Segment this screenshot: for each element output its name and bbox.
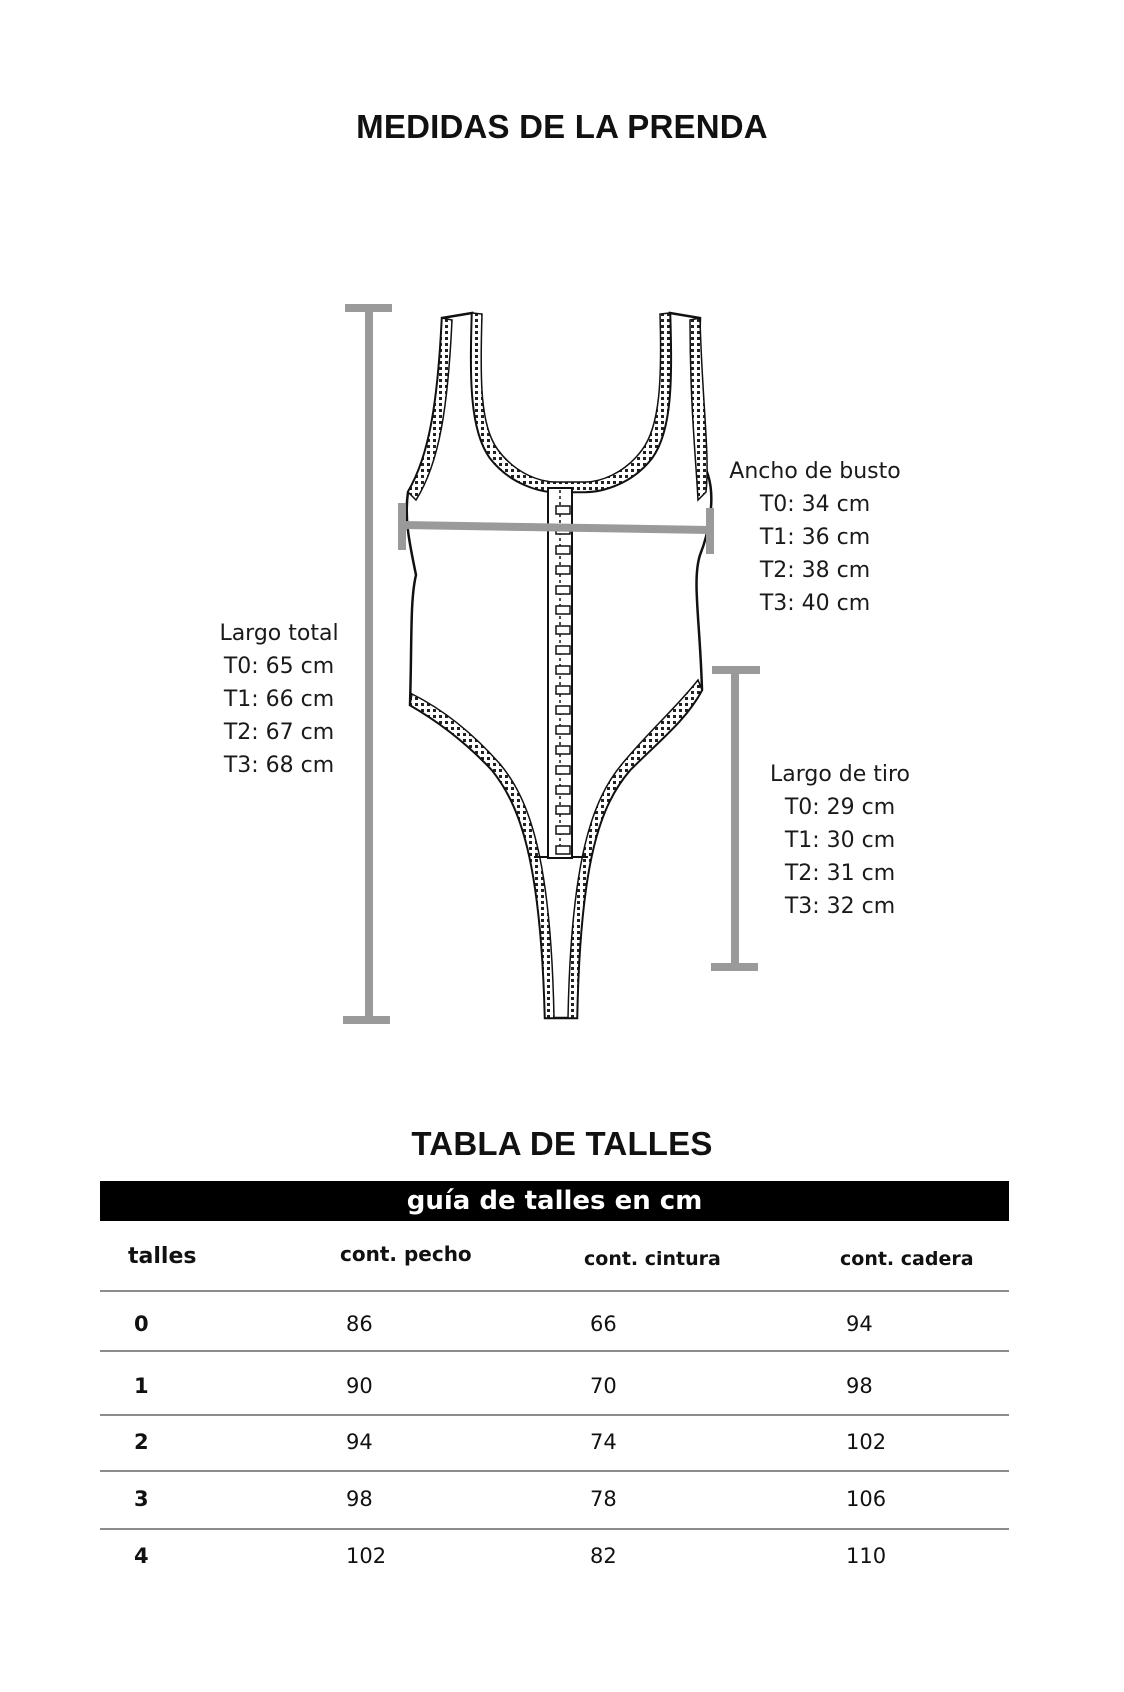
table-divider — [100, 1350, 1009, 1352]
largo-total-t2: T2: 67 cm — [223, 720, 335, 745]
hook-eye — [556, 766, 570, 774]
largo-tiro-bar — [711, 670, 760, 967]
hook-eye — [556, 566, 570, 574]
ancho-busto-label — [715, 455, 915, 620]
ancho-busto-t3: T3: 40 cm — [759, 591, 871, 616]
header-talles: talles — [128, 1244, 197, 1269]
table-cell-cintura: 78 — [590, 1487, 617, 1511]
header-cont-cadera: cont. cadera — [840, 1248, 974, 1270]
largo-total-t1: T1: 66 cm — [223, 687, 335, 712]
table-cell-cintura: 70 — [590, 1374, 617, 1398]
hook-eye — [556, 826, 570, 834]
hook-eye — [556, 686, 570, 694]
largo-total-title: Largo total — [219, 621, 339, 646]
table-cell-pecho: 98 — [346, 1487, 373, 1511]
table-cell-pecho: 90 — [346, 1374, 373, 1398]
hook-eye — [556, 746, 570, 754]
table-divider — [100, 1290, 1009, 1292]
ancho-busto-t1: T1: 36 cm — [759, 525, 871, 550]
table-cell-pecho: 86 — [346, 1312, 373, 1336]
size-table-title: TABLA DE TALLES — [411, 1125, 713, 1162]
table-cell-cintura: 82 — [590, 1544, 617, 1568]
hook-eye — [556, 606, 570, 614]
largo-tiro-label — [755, 758, 925, 923]
largo-total-t3: T3: 68 cm — [223, 753, 335, 778]
ancho-busto-t2: T2: 38 cm — [759, 558, 871, 583]
table-cell-cintura: 74 — [590, 1430, 617, 1454]
largo-tiro-title: Largo de tiro — [769, 762, 911, 787]
table-cell-pecho: 102 — [346, 1544, 387, 1568]
largo-tiro-t2: T2: 31 cm — [784, 861, 896, 886]
table-cell-talle: 0 — [134, 1312, 149, 1336]
neckline-binding — [471, 313, 671, 492]
table-divider — [100, 1414, 1009, 1416]
largo-total-t0: T0: 65 cm — [223, 654, 335, 679]
table-divider — [100, 1470, 1009, 1472]
largo-tiro-t0: T0: 29 cm — [784, 795, 896, 820]
table-cell-cadera: 98 — [846, 1374, 873, 1398]
size-guide-band: guía de talles en cm — [100, 1181, 1009, 1221]
table-cell-cadera: 106 — [846, 1487, 887, 1511]
table-cell-cadera: 94 — [846, 1312, 873, 1336]
garment-measurements-title: MEDIDAS DE LA PRENDA — [356, 108, 768, 145]
table-cell-cadera: 102 — [846, 1430, 887, 1454]
table-cell-pecho: 94 — [346, 1430, 373, 1454]
table-cell-talle: 3 — [134, 1487, 149, 1511]
table-cell-talle: 1 — [134, 1374, 149, 1398]
hook-eye — [556, 506, 570, 514]
table-divider — [100, 1528, 1009, 1530]
hook-eye — [556, 806, 570, 814]
hook-eye — [556, 646, 570, 654]
largo-total-label — [204, 617, 354, 782]
largo-tiro-t1: T1: 30 cm — [784, 828, 896, 853]
table-cell-talle: 4 — [134, 1544, 149, 1568]
table-cell-cadera: 110 — [846, 1544, 887, 1568]
header-cont-cintura: cont. cintura — [584, 1248, 721, 1270]
hook-eye — [556, 586, 570, 594]
hook-eye — [556, 786, 570, 794]
ancho-busto-t0: T0: 34 cm — [759, 492, 871, 517]
hook-eye — [556, 846, 570, 854]
header-cont-pecho: cont. pecho — [340, 1242, 472, 1266]
hook-eye — [556, 726, 570, 734]
hook-eye — [556, 706, 570, 714]
table-cell-cintura: 66 — [590, 1312, 617, 1336]
table-cell-talle: 2 — [134, 1430, 149, 1454]
ancho-busto-title: Ancho de busto — [729, 459, 901, 484]
hook-eye — [556, 626, 570, 634]
largo-tiro-t3: T3: 32 cm — [784, 894, 896, 919]
hook-eye — [556, 666, 570, 674]
hook-eye — [556, 546, 570, 554]
